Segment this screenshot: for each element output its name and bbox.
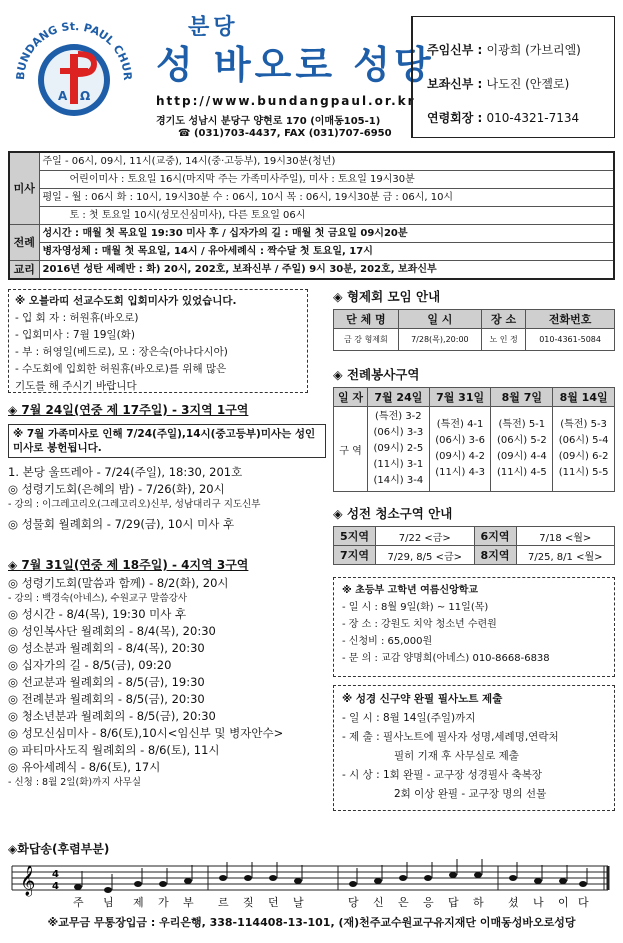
svg-text:A: A [58,89,68,103]
lyric-syllable: 답 [448,896,459,909]
note [219,875,227,881]
note [579,881,587,887]
schedule-table [8,151,615,280]
cleaning-cell: 6지역 [474,527,516,546]
bible-line: - 시 상 : 1회 완필 - 교구장 성경필사 축복장 [342,769,542,781]
week1-item: ◎ 성령기도회(은혜의 밤) - 7/26(화), 20시 [8,482,225,496]
week1-item: ◎ 성물회 월례회의 - 7/29(금), 10시 미사 후 [8,517,235,531]
right-column [333,287,615,811]
cleaning-cell: 5지역 [334,527,376,546]
bible-box [333,685,615,811]
lyric-syllable: 던 [268,896,279,909]
week1-sub: - 강의 : 이그레고리오(그레고리오)신부, 성남대리구 지도신부 [8,499,261,510]
service-header: 8월 7일 [491,388,553,407]
camp-line: - 신청비 : 65,000원 [342,636,433,647]
note [74,884,82,890]
service-table [333,387,615,492]
service-header: 7월 31일 [429,388,491,407]
note [449,872,457,878]
music-staff [8,858,615,910]
cleaning-table [333,526,615,565]
rite-line: 병자영성체 : 매월 첫 목요일, 14시 / 유아세례식 : 짝수달 첫 토요일, 17시 [39,243,614,261]
cleaning-cell: 7/29, 8/5 <금> [376,546,475,565]
cleaning-cell: 7/18 <월> [516,527,615,546]
note [244,875,252,881]
notice-line: - 입회미사 : 7월 19일(화) [15,329,135,341]
meeting-cell: 금 강 형제회 [334,329,399,351]
camp-line: - 장 소 : 강원도 치악 청소년 수련원 [342,619,497,630]
time-signature: 4 [52,881,59,892]
week2-sub: - 신청 : 8월 2일(화)까지 사무실 [8,777,141,788]
week1-item: 1. 본당 울뜨레아 - 7/24(주일), 18:30, 201호 [8,465,243,479]
week2-section [8,556,326,790]
note [374,878,382,884]
staff-assistant: 보좌신부 : 나도진 (안젤로) [427,77,570,91]
lyric-syllable: 제 [133,896,144,909]
week2-item: ◎ 성인복사단 월례회의 - 8/4(목), 20:30 [8,624,216,638]
cleaning-title: ◈ 성전 청소구역 안내 [333,506,453,521]
cleaning-cell: 8지역 [474,546,516,565]
lyric-syllable: 셨 [508,896,519,909]
week1-title: ◈ 7월 24일(연중 제 17주일) - 3지역 1구역 [8,403,249,417]
bible-title: ※ 성경 신구약 완필 필사노트 제출 [342,693,503,705]
service-title: ◈ 전례봉사구역 [333,367,420,382]
service-col: (특전) 4-1 (06시) 3-6 (09시) 4-2 (11시) 4-3 [429,407,491,492]
lyric-syllable: 나 [533,896,544,909]
note [159,881,167,887]
svg-text:BUNDANG St. PAUL CHURCH: BUNDANG St. PAUL CHUR [13,19,135,81]
week2-item: ◎ 전례분과 월례회의 - 8/5(금), 20:30 [8,692,205,706]
time-signature: 4 [52,869,59,880]
footer-bank-info: ※교무금 무통장입금 : 우리은행, 338-114408-13-101, (재)천주교수원교구유지재단 이매동성바오로성당 [47,916,576,929]
title-small: 분당 [188,15,239,40]
week1-section [8,401,326,533]
header [8,6,615,146]
bible-line: 2회 이상 완필 - 교구장 명의 선물 [394,788,547,800]
meeting-header: 단 체 명 [334,310,399,329]
note [424,875,432,881]
note [184,878,192,884]
church-logo [10,10,138,138]
lyric-syllable: 이 [558,896,569,909]
lyric-syllable: 짖 [243,896,254,909]
camp-line: - 일 시 : 8월 9일(화) ~ 11일(목) [342,602,489,613]
note [534,878,542,884]
cleaning-cell: 7/25, 8/1 <월> [516,546,615,565]
lyric-syllable: 다 [578,896,589,909]
service-header: 일 자 [334,388,368,407]
week2-item: ◎ 성령기도회(말씀과 함께) - 8/2(화), 20시 [8,576,229,590]
notice-line: - 부 : 허영일(베드로), 모 : 장은숙(아나다시아) [15,346,228,358]
service-header: 8월 14일 [553,388,615,407]
meeting-header: 전화번호 [526,310,615,329]
mass-label: 미사 [9,152,39,225]
rite-label: 전례 [9,225,39,261]
week2-item: ◎ 성소분과 월례회의 - 8/4(목), 20:30 [8,641,205,655]
lyric-syllable: 님 [103,896,114,909]
lyric-syllable: 당 [348,896,359,909]
staff-funeral: 연령회장 : 010-4321-7134 [427,111,580,125]
staff-box [411,16,615,138]
mass-line: 토 : 첫 토요일 10시(성모신심미사), 다른 토요일 06시 [39,207,614,225]
week2-item: ◎ 청소년분과 월례회의 - 8/5(금), 20:30 [8,709,216,723]
bible-line: - 제 출 : 필사노트에 필사자 성명,세례명,연락처 [342,731,559,743]
note [294,878,302,884]
meeting-cell: 노 인 정 [481,329,525,351]
week2-title: ◈ 7월 31일(연중 제 18주일) - 4지역 3구역 [8,558,249,572]
lyric-syllable: 신 [373,896,384,909]
doctrine-label: 교리 [9,261,39,280]
mass-line: 평일 - 월 : 06시 화 : 10시, 19시30분 수 : 06시, 10시 목 : 06시, 19시30분 금 : 06시, 10시 [39,189,614,207]
notice-line: - 수도회에 입회한 허원휴(바오로)를 위해 많은 [15,363,227,375]
note [104,887,112,893]
week2-item: ◎ 선교분과 월례회의 - 8/5(금), 19:30 [8,675,205,689]
song-title: ◈화답송(후렴부분) [8,842,110,856]
bible-line: - 일 시 : 8월 14일(주일)까지 [342,712,476,724]
meeting-cell: 7/28(목),20:00 [398,329,481,351]
camp-line: - 문 의 : 교감 양명희(아녜스) 010-8668-6838 [342,653,550,664]
staff-pastor: 주임신부 : 이광희 (가브리엘) [427,43,581,57]
week2-sub: - 강의 : 백경숙(아네스), 수원교구 말씀강사 [8,593,187,604]
note [349,881,357,887]
lyric-syllable: 가 [158,896,169,909]
doctrine-line: 2016년 성탄 세례반 : 화) 20시, 202호, 보좌신부 / 주일) 9시 30분, 202호, 보좌신부 [39,261,614,280]
website-link[interactable]: http://www.bundangpaul.or.kr [156,94,416,108]
service-header: 7월 24일 [367,388,429,407]
notice-line: 기도를 해 주시기 바랍니다 [15,380,137,392]
week2-item: ◎ 유아세례식 - 8/6(토), 17시 [8,760,161,774]
oblate-notice [8,289,308,393]
notice-title: ※ 오블라띠 선교수도회 입회미사가 있었습니다. [15,295,237,307]
bible-line: 필히 기재 후 사무실로 제출 [394,750,519,762]
meeting-table [333,309,615,351]
notice-line: - 입 회 자 : 허원휴(바오로) [15,312,139,324]
cleaning-cell: 7/22 <금> [376,527,475,546]
meeting-header: 일 시 [398,310,481,329]
address: 경기도 성남시 분당구 양현로 170 (이매동105-1) [156,116,381,127]
week2-item: ◎ 십자가의 길 - 8/5(금), 09:20 [8,658,172,672]
mass-line: 어린이미사 : 토요일 16시(마지막 주는 가족미사주일), 미사 : 토요일 19시30분 [39,171,614,189]
mass-line: 주일 - 06시, 09시, 11시(교중), 14시(중·고등부), 19시30분(청년) [39,152,614,171]
phone-fax: ☎ (031)703-4437, FAX (031)707-6950 [178,128,392,139]
service-col: (특전) 5-3 (06시) 5-4 (09시) 6-2 (11시) 5-5 [553,407,615,492]
lyric-syllable: 부 [183,896,194,909]
lyric-syllable: 르 [218,896,229,909]
lyric-syllable: 응 [423,896,434,909]
note [509,875,517,881]
week2-item: ◎ 성모신심미사 - 8/6(토),10시<임신부 및 병자안수> [8,726,284,740]
lyric-syllable: 하 [473,896,484,909]
note [134,881,142,887]
camp-title: ※ 초등부 고학년 여름신앙학교 [342,585,479,596]
meeting-header: 장 소 [481,310,525,329]
note [474,872,482,878]
lyric-syllable: 은 [398,896,409,909]
church-title: 성 바오로 성당 [156,43,435,87]
service-rowlabel: 구 역 [334,407,368,492]
note [399,875,407,881]
svg-text:Ω: Ω [80,89,91,103]
note [559,878,567,884]
treble-clef-icon: 𝄞 [20,866,36,896]
camp-box [333,577,615,677]
rite-line: 성시간 : 매월 첫 목요일 19:30 미사 후 / 십자가의 길 : 매월 첫 금요일 09시20분 [39,225,614,243]
service-col: (특전) 5-1 (06시) 5-2 (09시) 4-4 (11시) 4-5 [491,407,553,492]
note [269,875,277,881]
lyric-syllable: 날 [293,896,304,909]
meeting-cell: 010-4361-5084 [526,329,615,351]
service-col: (특전) 3-2 (06시) 3-3 (09시) 2-5 (11시) 3-1 (14시) 3-4 [367,407,429,492]
cleaning-cell: 7지역 [334,546,376,565]
week2-item: ◎ 성시간 - 8/4(목), 19:30 미사 후 [8,607,187,621]
meeting-title: ◈ 형제회 모임 안내 [333,289,441,304]
lyric-syllable: 주 [73,896,84,909]
week2-item: ◎ 파티마사도직 월례회의 - 8/6(토), 11시 [8,743,220,757]
week1-notice: ※ 7월 가족미사로 인해 7/24(주일),14시(중고등부)미사는 성인미사로 봉헌됩니다. [8,424,326,458]
